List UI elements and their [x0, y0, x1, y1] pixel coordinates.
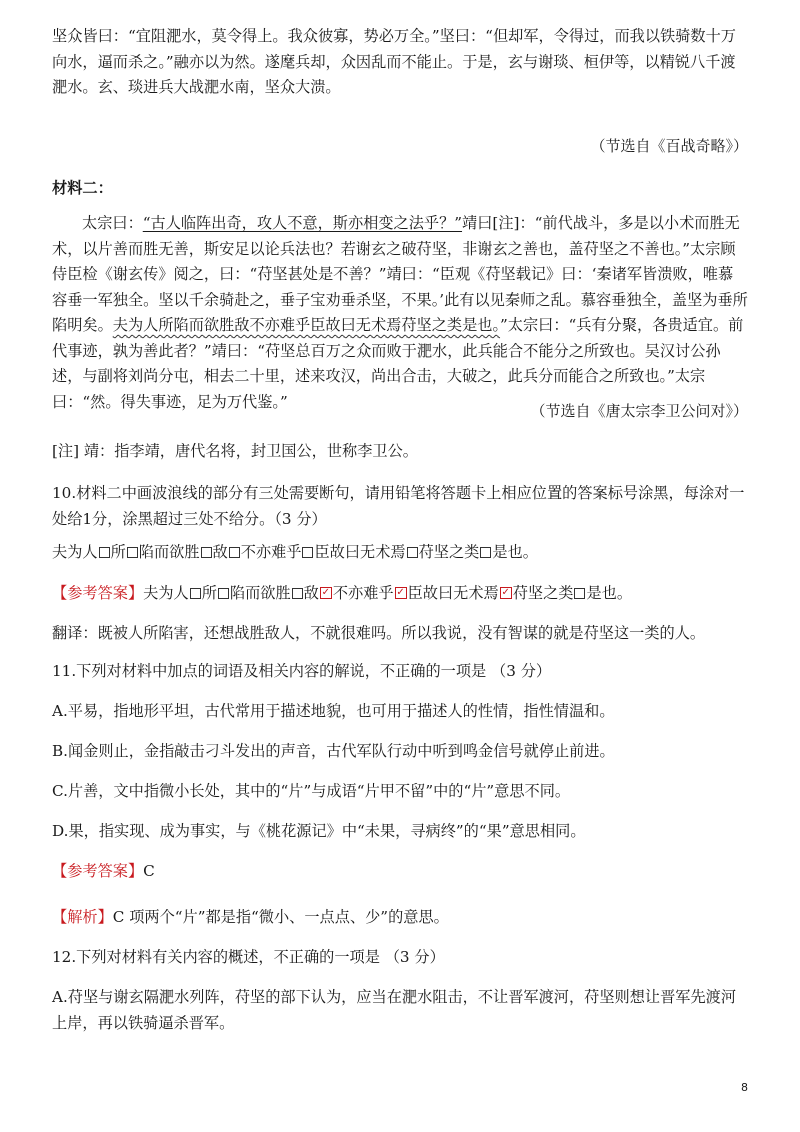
- blank-box-d: [229, 547, 240, 558]
- question-11: 11.下列对材料中加点的词语及相关内容的解说，不正确的一项是 （3 分）: [52, 662, 552, 680]
- answer-value: C: [143, 862, 155, 880]
- underlined-question: “古人临阵出奇，攻人不意，斯亦相变之法乎？”: [142, 214, 463, 232]
- passage-text: 靖曰[注]：“前代战斗，多是以小术而胜无术，以片善而胜无善，斯安足以论兵法也？若谢玄之破苻坚，非谢玄之善也，盖苻坚之不善也。”太宗顾侍臣检《谢玄传》阅之，曰：“苻坚甚处是不善？”靖曰：“臣观《苻坚载记》曰：‘秦诸军皆溃败，唯慕容垂一军独全。坚以千余骑赴之，垂子宝劝垂杀坚，不果。’此有以见秦师之乱。慕容垂独全，盖坚为垂所陷明矣。: [52, 214, 748, 334]
- answer-label: 【参考答案】: [52, 584, 144, 602]
- analysis-label: 【解析】: [52, 908, 113, 926]
- material-2-passage: [52, 211, 748, 415]
- wavy-underlined-sentence: 夫为人所陷而欲胜敌不亦难乎臣故曰无术焉苻坚之类是也。: [112, 316, 501, 334]
- question-11-option-c: C.片善，文中指微小长处，其中的“片”与成语“片甲不留”中的“片”意思不同。: [52, 782, 571, 800]
- question-11-option-b: B.闻金则止，金指敲击刁斗发出的声音，古代军队行动中听到鸣金信号就停止前进。: [52, 742, 615, 760]
- translation: 翻译：既被人所陷害，还想战胜敌人，不就很难吗。所以我说，没有智谋的就是苻坚这一类的人。: [52, 624, 706, 642]
- question-12-option-a: A.苻坚与谢玄隔淝水列阵，苻坚的部下认为，应当在淝水阻击，不让晋军渡河，苻坚则想让晋军先渡河上岸，再以铁骑逼杀晋军。: [52, 988, 737, 1032]
- blank-box-a: [99, 547, 110, 558]
- blank-box-c: [201, 547, 212, 558]
- page-number: 8: [741, 1081, 748, 1094]
- blank-box-f: [407, 547, 418, 558]
- source-citation-2: （节选自《唐太宗李卫公问对》）: [530, 402, 748, 420]
- material-2-heading: 材料二：: [52, 179, 113, 197]
- question-10: 10.材料二中画波浪线的部分有三处需要断句，请用铅笔将答题卡上相应位置的答案标号涂黑，每涂对一处给1分，涂黑超过三处不给分。（3 分）: [52, 484, 745, 528]
- analysis: [52, 905, 748, 931]
- blank-box-e: [302, 547, 313, 558]
- empty-box-icon: [574, 588, 585, 599]
- empty-box-icon: [292, 588, 303, 599]
- blank-box-b: [127, 547, 138, 558]
- blank-box-g: [480, 547, 491, 558]
- question-11-option-a: A.平易，指地形平坦，古代常用于描述地貌，也可用于描述人的性情，指性情温和。: [52, 702, 615, 720]
- question-10-sentence: 夫为人 所 陷而欲胜 敌 不亦难乎 臣故曰无术焉 苻坚之类 是也。: [52, 543, 538, 561]
- answer-label: 【参考答案】: [52, 862, 144, 880]
- checked-box-icon: ✓: [321, 587, 330, 598]
- empty-box-icon: [218, 588, 229, 599]
- empty-box-icon: [190, 588, 201, 599]
- question-10-answer: 【参考答案】夫为人 所 陷而欲胜 敌 ✓ 不亦难乎 ✓ 臣故曰无术焉 ✓ 苻坚之类 是也。: [52, 584, 632, 602]
- checked-box-icon: ✓: [396, 587, 405, 598]
- question-12: 12.下列对材料有关内容的概述，不正确的一项是 （3 分）: [52, 948, 445, 966]
- annotation-note: [注] 靖：指李靖，唐代名将，封卫国公，世称李卫公。: [52, 442, 418, 460]
- question-11-answer: [52, 859, 748, 885]
- passage-text: 太宗曰：: [82, 214, 143, 232]
- checked-box-icon: ✓: [501, 587, 510, 598]
- source-citation-1: （节选自《百战奇略》）: [590, 137, 748, 155]
- passage-text: ”太宗曰：“兵有分聚，各贵适宜。前代事迹，孰为善此者？”靖曰：“苻坚总百万之众而败于淝水，此兵能合不能分之所致也。吴汉讨公孙述，与副将刘尚分屯，相去二十里，述来攻汉，尚出合击，大破之，此兵分而能合之所致也。”太宗曰：“然。得失事迹，足为万代鉴。”: [52, 316, 744, 411]
- question-11-option-d: D.果，指实现、成为事实，与《桃花源记》中“未果，寻病终”的“果”意思相同。: [52, 822, 586, 840]
- analysis-text: C 项两个“片”都是指“微小、一点点、少”的意思。: [112, 908, 449, 926]
- passage-paragraph-top: 坚众皆曰：“宜阻淝水，莫令得上。我众彼寡，势必万全。”坚曰：“但却军，令得过，而我以铁骑数十万向水，逼而杀之。”融亦以为然。遂麾兵却，众因乱而不能止。于是，玄与谢琰、桓伊等，以精锐八千渡淝水。玄、琰进兵大战淝水南，坚众大溃。: [52, 27, 736, 96]
